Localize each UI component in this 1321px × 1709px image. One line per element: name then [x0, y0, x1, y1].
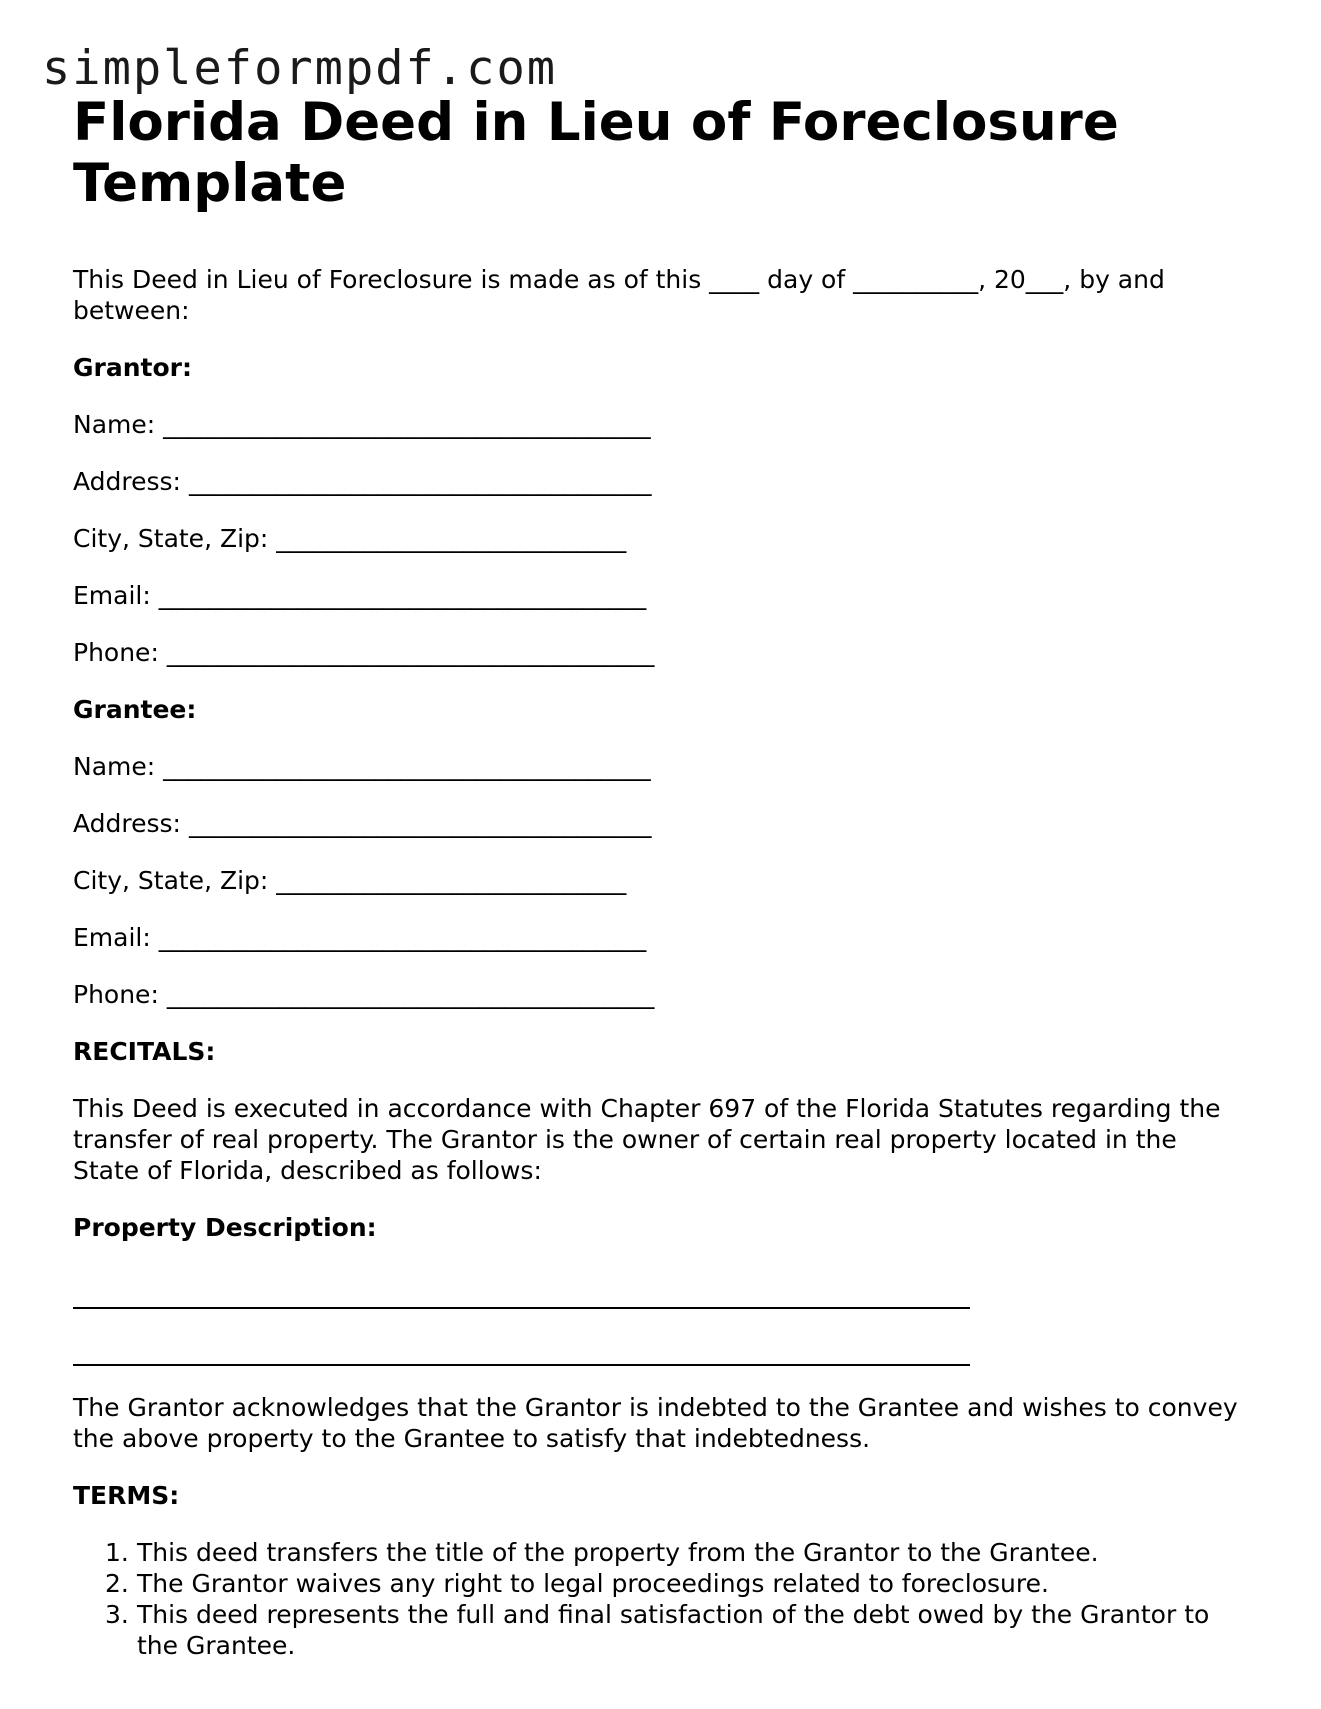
terms-heading: TERMS:: [73, 1481, 180, 1510]
grantor-name-label: Name:: [73, 410, 156, 439]
grantor-address-line: [73, 466, 1273, 497]
terms-item-text: This deed transfers the title of the property from the Grantor to the Grantee.: [137, 1538, 1099, 1567]
grantee-email-line: [73, 922, 1273, 953]
grantor-heading: Grantor:: [73, 353, 192, 382]
grantee-phone-blank[interactable]: _______________________________________: [166, 980, 655, 1009]
grantor-address-blank[interactable]: _____________________________________: [188, 467, 652, 496]
grantor-phone-label: Phone:: [73, 638, 159, 667]
recitals-paragraph: This Deed is executed in accordance with Chapter 697 of the Florida Statutes regarding the transfer of real property. The Grantor is the owner of certain real property located in the State of Florida, described as follows:: [73, 1094, 1221, 1185]
document-title: Florida Deed in Lieu of Foreclosure Template: [73, 92, 1119, 214]
terms-item-number: 1.: [105, 1538, 129, 1567]
grantee-email-blank[interactable]: _______________________________________: [158, 923, 647, 952]
intro-paragraph: This Deed in Lieu of Foreclosure is made as of this ____ day of __________, 20___, by and between:: [73, 265, 1165, 325]
grantor-city-blank[interactable]: ____________________________: [276, 524, 627, 553]
grantor-city-line: [73, 523, 1273, 554]
terms-item-number: 2.: [105, 1569, 129, 1598]
grantor-city-label: City, State, Zip:: [73, 524, 269, 553]
grantor-email-blank[interactable]: _______________________________________: [158, 581, 647, 610]
terms-list: [73, 1537, 1273, 1661]
terms-item-text: This deed represents the full and final satisfaction of the debt owed by the Grantor to the Grantee.: [137, 1600, 1210, 1660]
grantor-email-line: [73, 580, 1273, 611]
grantee-heading: Grantee:: [73, 695, 197, 724]
grantee-name-blank[interactable]: _______________________________________: [163, 752, 651, 781]
grantee-name-line: [73, 751, 1273, 782]
grantee-address-blank[interactable]: _____________________________________: [188, 809, 652, 838]
grantor-phone-blank[interactable]: _______________________________________: [166, 638, 655, 667]
recitals-heading: RECITALS:: [73, 1037, 216, 1066]
grantee-name-label: Name:: [73, 752, 156, 781]
grantee-address-line: [73, 808, 1273, 839]
grantee-phone-line: [73, 979, 1273, 1010]
grantee-city-blank[interactable]: ____________________________: [276, 866, 627, 895]
grantee-city-line: [73, 865, 1273, 896]
property-description-line-2[interactable]: [73, 1335, 970, 1366]
property-description-line-1[interactable]: [73, 1278, 970, 1309]
terms-item-text: The Grantor waives any right to legal proceedings related to foreclosure.: [137, 1569, 1049, 1598]
grantor-phone-line: [73, 637, 1273, 668]
grantee-city-label: City, State, Zip:: [73, 866, 269, 895]
grantor-name-line: [73, 409, 1273, 440]
terms-item-number: 3.: [105, 1600, 129, 1629]
terms-item: [73, 1599, 1253, 1661]
terms-item: [73, 1568, 1253, 1599]
grantor-email-label: Email:: [73, 581, 151, 610]
grantee-address-label: Address:: [73, 809, 181, 838]
grantor-name-blank[interactable]: _______________________________________: [163, 410, 651, 439]
property-description-heading: Property Description:: [73, 1213, 377, 1242]
terms-item: [73, 1537, 1253, 1568]
grantee-phone-label: Phone:: [73, 980, 159, 1009]
site-watermark: simpleformpdf.com: [42, 41, 558, 96]
grantor-address-label: Address:: [73, 467, 181, 496]
document-page: [73, 92, 1273, 1661]
acknowledgment-paragraph: The Grantor acknowledges that the Grantor is indebted to the Grantee and wishes to convey the above property to the Grantee to satisfy that indebtedness.: [73, 1393, 1238, 1453]
grantee-email-label: Email:: [73, 923, 151, 952]
